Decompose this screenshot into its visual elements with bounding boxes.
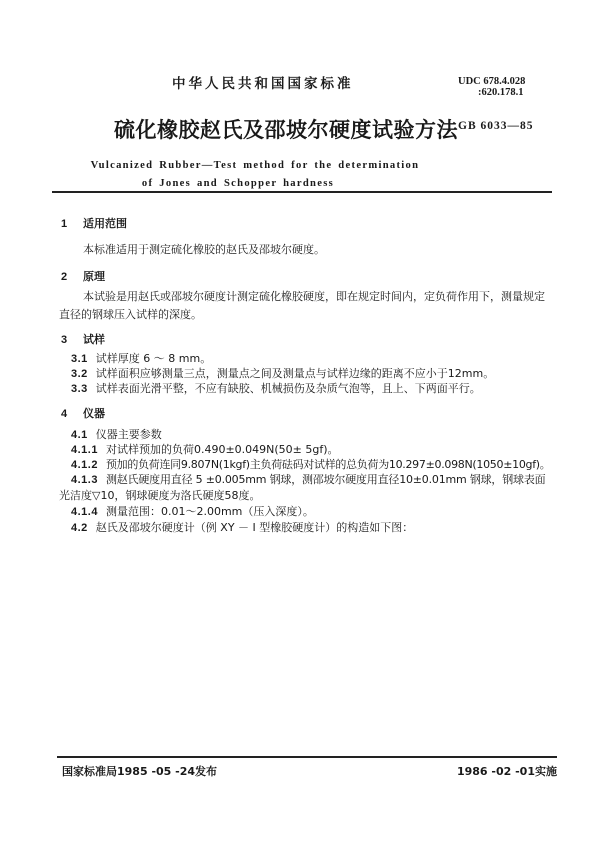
document-title-english-line-2: of Jones and Schopper hardness xyxy=(141,178,335,189)
udc-line-2: :620.178.1 xyxy=(478,87,524,98)
section-2-body-line-2: 直径的钢球压入试样的深度。 xyxy=(59,308,202,321)
clause-4-1-4: 4.1.4 测量范围：0.01～2.00mm（压入深度）。 xyxy=(71,505,314,518)
document-title-english-line-1: Vulcanized Rubber—Test method for the determination xyxy=(90,160,420,171)
clause-4-1-2: 4.1.2 预加的负荷连同9.807N(1kgf)主负荷砝码对试样的总负荷为10.297±0.098N(1050±10gf)。 xyxy=(71,458,551,471)
section-heading-1: 1 适用范围 xyxy=(61,217,127,230)
header-divider xyxy=(52,191,552,193)
footer-divider xyxy=(57,756,557,758)
issuing-organization: 中华人民共和国国家标准 xyxy=(172,76,354,92)
document-title-chinese: 硫化橡胶赵氏及邵坡尔硬度试验方法 xyxy=(114,118,458,142)
section-heading-3: 3 试样 xyxy=(61,333,105,346)
effective-date: 1986 -02 -01实施 xyxy=(456,765,557,778)
clause-4-2: 4.2 赵氏及邵坡尔硬度计（例 XY － I 型橡胶硬度计）的构造如下图： xyxy=(71,521,414,534)
section-2-body-line-1: 本试验是用赵氏或邵坡尔硬度计测定硫化橡胶硬度，即在规定时间内，定负荷作用下，测量规定 xyxy=(83,290,545,303)
clause-4-1: 4.1 仪器主要参数 xyxy=(71,428,162,441)
issue-date: 国家标准局1985 -05 -24发布 xyxy=(62,765,218,778)
clause-3-1: 3.1 试样厚度 6 ～ 8 mm。 xyxy=(71,352,212,365)
udc-line-1: UDC 678.4.028 xyxy=(458,76,526,87)
udc-code xyxy=(458,76,525,98)
section-heading-4: 4 仪器 xyxy=(61,407,105,420)
section-1-body: 本标准适用于测定硫化橡胶的赵氏及邵坡尔硬度。 xyxy=(83,243,325,256)
clause-4-1-3: 4.1.3 测赵氏硬度用直径 5 ±0.005mm 钢球，测邵坡尔硬度用直径10±0.01mm 钢球，钢球表面 xyxy=(71,473,546,486)
clause-3-3: 3.3 试样表面光滑平整，不应有缺胶、机械损伤及杂质气泡等，且上、下两面平行。 xyxy=(71,382,481,395)
standard-number: GB 6033—85 xyxy=(458,120,534,132)
clause-4-1-3-continuation: 光洁度▽10，钢球硬度为洛氏硬度58度。 xyxy=(59,489,261,502)
clause-3-2: 3.2 试样面积应够测量三点，测量点之间及测量点与试样边缘的距离不应小于12mm。 xyxy=(71,367,495,380)
section-heading-2: 2 原理 xyxy=(61,270,105,283)
clause-4-1-1: 4.1.1 对试样预加的负荷0.490±0.049N(50± 5gf)。 xyxy=(71,443,339,456)
